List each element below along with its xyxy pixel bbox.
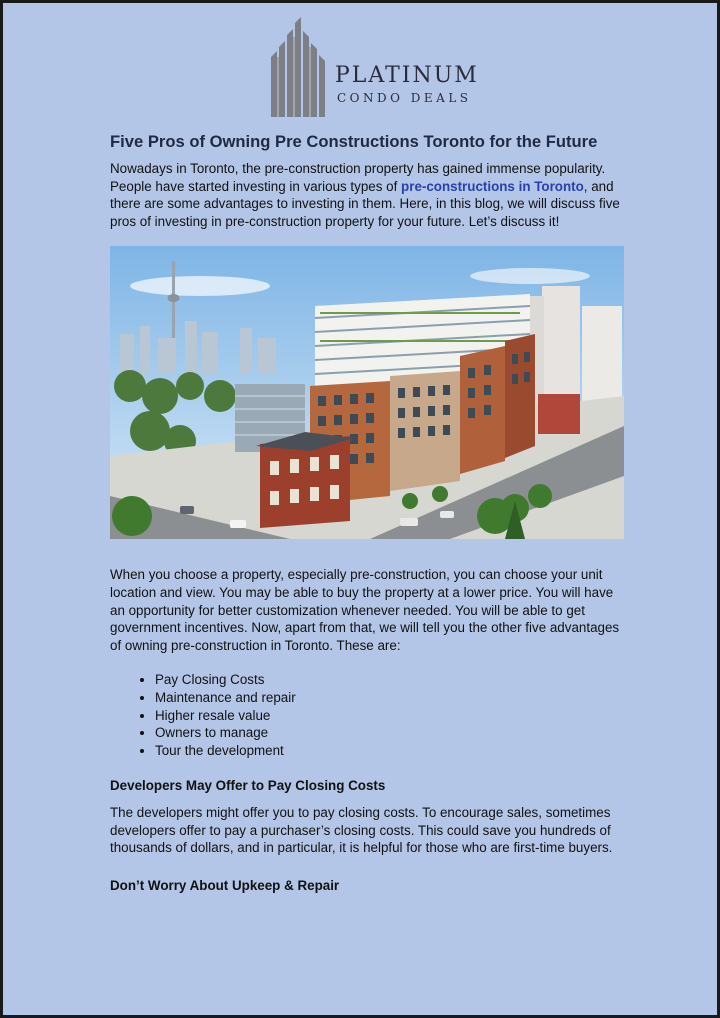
- intro-paragraph: [110, 160, 622, 230]
- building-logo-icon: [265, 17, 335, 119]
- list-item: • Owners to manage: [155, 724, 622, 742]
- logo-wordmark: PLATINUM: [335, 63, 479, 88]
- section-heading-upkeep: Don’t Worry About Upkeep & Repair: [110, 877, 340, 893]
- section-paragraph-closing-costs: The developers might offer you to pay closing costs. To encourage sales, sometimes developers offer to pay a purchaser’s closing costs. This could save you hundreds of thousands of dollars, and in particular, it is helpful for those who are first-time buyers.: [110, 804, 613, 856]
- list-item: • Pay Closing Costs: [155, 671, 622, 689]
- list-item: • Tour the development: [155, 742, 622, 760]
- intro-text-2: , and there are some advantages to investing in them. Here, in this blog, we will discuss five pros of investing in pre-construction property for your future. Let’s discuss it!: [110, 178, 620, 229]
- advantages-list: [110, 671, 622, 759]
- section-heading-closing-costs: Developers May Offer to Pay Closing Costs: [110, 778, 386, 794]
- logo-tagline: CONDO DEALS: [337, 91, 472, 105]
- second-paragraph: When you choose a property, especially pre-construction, you can choose your unit location and view. You may be able to buy the property at a lower price. You will have an opportunity for better customization whenever needed. You will be able to get government incentives. Now, apart from that, we will tell you the other five advantages of owning pre-construction in Toronto. These are:: [110, 567, 620, 653]
- condo-rendering-image: [110, 246, 624, 539]
- intro-text-1: Nowadays in Toronto, the pre-construction property has gained immense popularity. People have started investing in various types of: [110, 161, 606, 194]
- platinum-logo: [265, 17, 485, 119]
- article: [110, 131, 622, 903]
- list-item: • Higher resale value: [155, 707, 622, 725]
- pre-constructions-link[interactable]: pre-constructions in Toronto: [401, 178, 584, 194]
- list-item: • Maintenance and repair: [155, 689, 622, 707]
- article-title: Five Pros of Owning Pre Constructions Toronto for the Future: [110, 132, 598, 151]
